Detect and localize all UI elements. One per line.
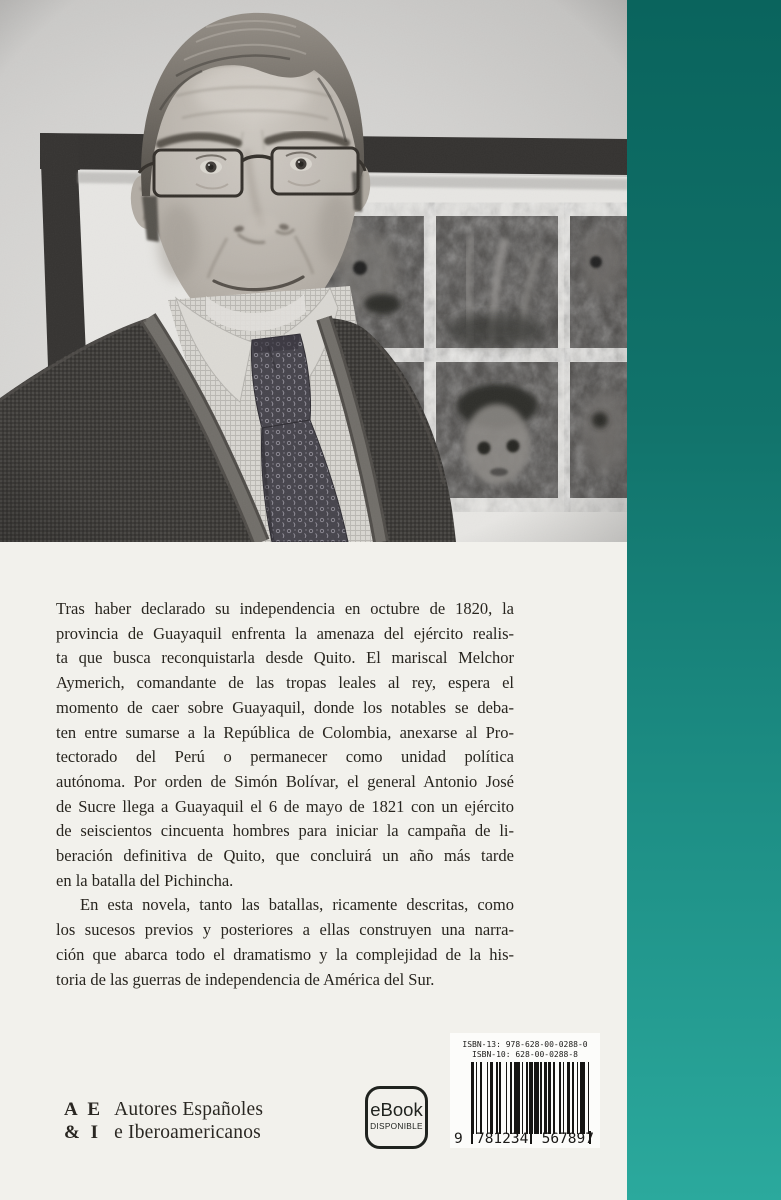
imprint-monogram [64, 1099, 103, 1144]
synopsis-line: ta que busca reconquistarla desde Quito. El mariscal Melchor [56, 648, 514, 668]
ebook-badge-subtitle: DISPONIBLE [370, 1121, 423, 1131]
synopsis-line: beración definitiva de Quito, que concluirá un año más tarde [56, 846, 514, 866]
barcode-digits [454, 1131, 594, 1147]
author-photo [0, 0, 628, 542]
synopsis-line: Aymerich, comandante de las tropas leales al rey, espera el [56, 673, 514, 693]
synopsis-line: ten entre sumarse a la República de Colombia, anexarse al Pro- [56, 722, 514, 742]
synopsis-paragraph-2 [56, 893, 514, 992]
synopsis-line: Tras haber declarado su independencia en octubre de 1820, la [56, 599, 514, 618]
synopsis-line: de Sucre llega a Guayaquil el 6 de mayo de 1821 con un ejército [56, 796, 514, 816]
imprint-monogram-line1: A E [64, 1099, 104, 1120]
synopsis-paragraph-1 [56, 597, 514, 893]
synopsis-line: autónoma. Por orden de Simón Bolívar, el general Antonio José [56, 771, 514, 791]
barcode-digit-group1: 781234 [475, 1131, 529, 1147]
photo-vignette [0, 0, 628, 542]
synopsis-line: ción que abarca todo el dramatismo y la complejidad de la his- [56, 944, 514, 964]
synopsis-line: los sucesos previos y posteriores a ellas construyen una narra- [56, 920, 514, 940]
synopsis-line: momento de caer sobre Guayaquil, donde los notables se deba- [56, 697, 514, 717]
synopsis-line: tectorado del Perú o permanecer como unidad política [56, 747, 514, 767]
barcode-digit-group2: 567897 [541, 1131, 594, 1147]
imprint-monogram-line2: & I [64, 1121, 101, 1143]
teal-side-band [627, 0, 781, 1200]
isbn-labels [450, 1033, 600, 1059]
isbn13-label: ISBN-13: 978-628-00-0288-0 [462, 1040, 588, 1049]
synopsis-line: toria de las guerras de independencia de América del Sur. [56, 969, 435, 989]
synopsis-line: provincia de Guayaquil enfrenta la amenaza del ejército realis- [56, 623, 514, 643]
barcode [450, 1033, 600, 1148]
imprint-name-line2: e Iberoamericanos [114, 1121, 261, 1143]
isbn10-label: ISBN-10: 628-00-0288-8 [472, 1049, 578, 1059]
imprint-name [114, 1099, 263, 1144]
imprint-logo [64, 1099, 263, 1144]
synopsis-text [56, 597, 514, 992]
barcode-bars [471, 1062, 591, 1134]
barcode-digit-lead: 9 [454, 1131, 463, 1147]
ebook-badge-title: eBook [370, 1099, 423, 1120]
synopsis-line: En esta novela, tanto las batallas, ricamente descritas, como [80, 895, 514, 915]
ebook-badge [365, 1086, 428, 1149]
synopsis-line: de seiscientos cincuenta hombres para iniciar la campaña de li- [56, 821, 514, 841]
imprint-name-line1: Autores Españoles [114, 1099, 264, 1120]
synopsis-line: en la batalla del Pichincha. [56, 870, 234, 890]
